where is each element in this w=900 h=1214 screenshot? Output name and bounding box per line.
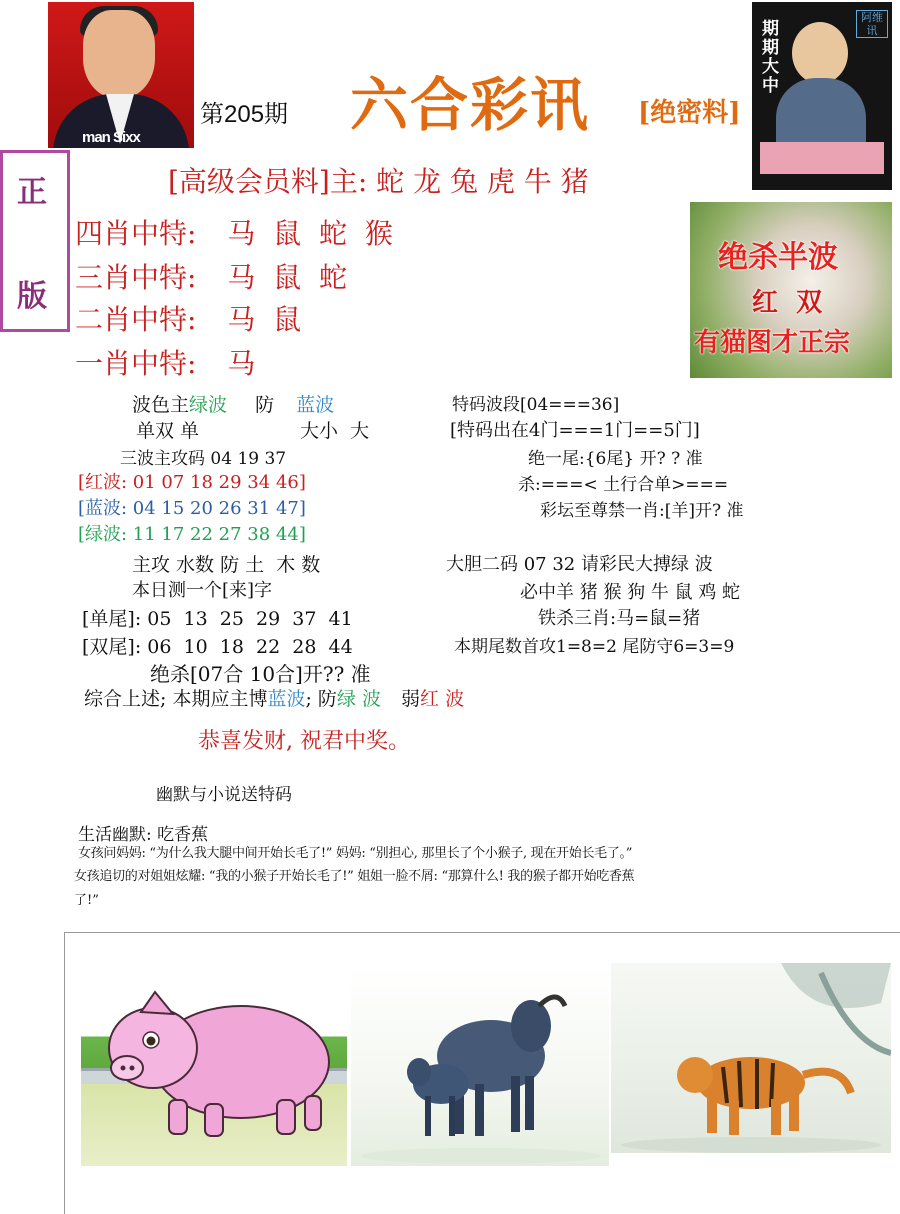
- side-char-2: 版: [17, 279, 47, 314]
- pick-label: 四肖中特:: [75, 217, 197, 250]
- pick-values: 马: [227, 347, 256, 380]
- summary-weak-wave: 红 波: [420, 688, 465, 710]
- green-wave-numbers: [绿波: 11 17 22 27 38 44]: [78, 524, 306, 545]
- pick-values: 马 鼠: [227, 303, 302, 336]
- photo-caption-left: 期期大中: [762, 19, 779, 96]
- humor-heading: 幽默与小说送特码: [156, 785, 292, 805]
- photo-altar: [760, 142, 884, 174]
- photo-brand-text: man Sixx: [82, 129, 140, 146]
- summary-weak-label: 弱: [401, 688, 421, 710]
- tail-kill-line: 绝一尾:{6尾} 开? ? 准: [528, 449, 703, 469]
- kill-element-line: 杀:===< 土行合单>===: [518, 475, 729, 495]
- genuine-edition-box: [0, 150, 70, 332]
- wave-main-value: 绿波: [189, 394, 228, 416]
- pick-values: 马 鼠 蛇: [227, 261, 347, 294]
- pick-row: [75, 212, 393, 252]
- iron-kill-line: 铁杀三肖:马=鼠=猪: [538, 608, 701, 629]
- pick-label: 二肖中特:: [75, 303, 197, 336]
- humor-text-line-2: 女孩追切的对姐姐炫耀: “我的小猴子开始长毛了!” 姐姐一脸不屑: “那算什么! 我的猴子都开始吃香蕉: [74, 869, 635, 884]
- summary-guard-wave: 绿 波: [336, 688, 381, 710]
- summary-guard-label: 防: [317, 688, 337, 710]
- special-band-line: 特码波段[04===36]: [452, 395, 620, 415]
- forum-ban-line: 彩坛至尊禁一肖:[羊]开? 准: [540, 501, 744, 521]
- tiger-painting: [611, 963, 891, 1153]
- wave-guard-label: 防: [255, 394, 275, 416]
- pick-row: [75, 342, 255, 382]
- tail-numbers-line: 本期尾数首攻1=8=2 尾防守6=3=9: [454, 637, 735, 657]
- photo-caption-right: 阿维讯: [856, 10, 888, 38]
- cat-line-1: 绝杀半波: [718, 240, 838, 275]
- tiger-icon: [611, 963, 891, 1153]
- kill-combo-line: 绝杀[07合 10合]开?? 准: [150, 662, 371, 686]
- cat-line-3: 有猫图才正宗: [694, 328, 851, 358]
- three-wave-line: 三波主攻码 04 19 37: [120, 449, 287, 469]
- blue-wave-numbers: [蓝波: 04 15 20 26 31 47]: [78, 498, 306, 519]
- summary-separator: ;: [305, 688, 312, 710]
- goat-icon: [351, 966, 609, 1166]
- humor-title: 生活幽默: 吃香蕉: [78, 825, 209, 845]
- photo-monk-robe: [776, 78, 866, 148]
- presenter-photo: [48, 2, 194, 148]
- wave-main-line: [132, 390, 334, 417]
- wish-line: 恭喜发财, 祝君中奖。: [198, 729, 410, 754]
- photo-monk-head: [792, 22, 848, 84]
- special-door-line: [特码出在4门===1门==5门]: [450, 420, 700, 441]
- odd-tail-line: [单尾]: 05 13 25 29 37 41: [82, 608, 353, 630]
- pick-values: 马 鼠 蛇 猴: [227, 217, 393, 250]
- summary-main-wave: 蓝波: [267, 688, 306, 710]
- side-char-1: 正: [17, 175, 47, 210]
- issue-number: 第205期: [200, 101, 289, 128]
- pick-row: [75, 256, 347, 296]
- zodiac-animal-panel: [64, 932, 900, 1214]
- humor-text-line-3: 了!”: [74, 893, 99, 908]
- summary-prefix: 综合上述; 本期应主博: [84, 688, 268, 710]
- photo-face: [83, 10, 155, 98]
- pig-icon: [81, 950, 347, 1166]
- title-tag: [绝密料]: [638, 98, 741, 128]
- cat-line-2: 红 双: [752, 288, 823, 318]
- page-title: 六合彩讯: [350, 71, 591, 139]
- elements-line: 主攻 水数 防 土 木 数: [132, 554, 321, 576]
- daily-word-line: 本日测一个[来]字: [132, 580, 273, 601]
- bold-two-line: 大胆二码 07 32 请彩民大搏绿 波: [446, 554, 713, 575]
- monk-photo: [752, 2, 892, 190]
- even-tail-line: [双尾]: 06 10 18 22 28 44: [82, 636, 353, 658]
- summary-line: [84, 684, 464, 711]
- goat-painting: [351, 966, 609, 1166]
- pick-label: 三肖中特:: [75, 261, 197, 294]
- pick-label: 一肖中特:: [75, 347, 197, 380]
- cat-promo-box: [690, 202, 892, 378]
- pick-row: [75, 298, 301, 338]
- wave-guard-value: 蓝波: [296, 394, 335, 416]
- must-hit-line: 必中羊 猪 猴 狗 牛 鼠 鸡 蛇: [520, 582, 741, 603]
- wave-main-label: 波色主: [132, 394, 190, 416]
- size-line: 大小 大: [300, 420, 370, 442]
- member-line: [高级会员料]主: 蛇 龙 兔 虎 牛 猪: [168, 165, 589, 198]
- red-wave-numbers: [红波: 01 07 18 29 34 46]: [78, 472, 306, 493]
- humor-text-line-1: 女孩问妈妈: “为什么我大腿中间开始长毛了!” 妈妈: “别担心, 那里长了个小猴子, 现在开始长毛了。”: [78, 846, 633, 861]
- parity-line: 单双 单: [136, 420, 200, 442]
- pig-illustration: [81, 950, 347, 1166]
